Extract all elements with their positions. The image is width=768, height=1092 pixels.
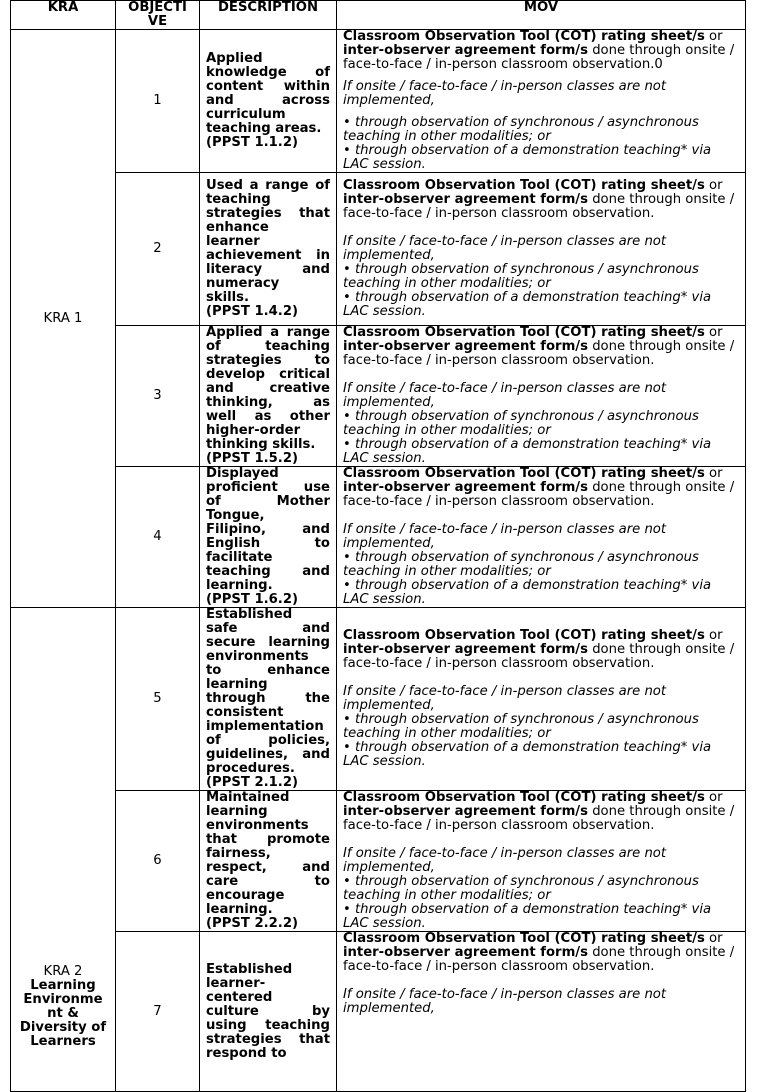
description-line: to enhance [206,663,330,678]
description-line: enhance [206,220,269,235]
mov-bullet-demonstration: • through observation of a demonstration teaching* via LAC session. [343,902,712,931]
description-cell [200,791,337,932]
mov-bullet-synchronous: • through observation of synchronous / asynchronous teaching in other modalities; or [343,550,699,579]
mov-bullet-synchronous: • through observation of synchronous / asynchronous teaching in other modalities; or [343,115,699,144]
kra-title-line: nt & [47,1006,79,1021]
mov-cot-sheet: Classroom Observation Tool (COT) rating sheet/s [343,931,705,946]
description-line: proficient use [206,480,330,495]
objective-number: 2 [116,173,200,326]
mov-agreement-form: inter-observer agreement form/s [343,642,588,657]
mov-if-text: If onsite / face-to-face / in-person classes are not implemented, [343,381,667,410]
mov-agreement-form: inter-observer agreement form/s [343,945,588,960]
description-line: thinking, as [206,395,330,410]
description-line: skills. [206,290,250,305]
description-line: English to [206,536,330,551]
header-mov: MOV [337,1,746,30]
description-line: facilitate [206,550,273,565]
description-line: curriculum [206,107,286,122]
description-cell [200,467,337,608]
mov-gap [343,671,739,685]
objective-number: 3 [116,326,200,467]
mov-onsite-text: done through onsite / face-to-face / in-person classroom observation. [343,642,735,671]
description-line: procedures. [206,761,295,776]
mov-or: or [709,325,723,340]
description-line: (PPST 1.1.2) [206,135,299,150]
description-line: learning [206,804,268,819]
mov-gap [343,833,739,847]
mov-bullet-synchronous: • through observation of synchronous / asynchronous teaching in other modalities; or [343,874,699,903]
description-line: Used a range of [206,178,330,193]
description-line: and across [206,93,330,108]
mov-agreement-form: inter-observer agreement form/s [343,339,588,354]
description-line: Applied a range [206,325,330,340]
objective-number: 5 [116,608,200,791]
description-cell [200,173,337,326]
mov-bullet-demonstration: • through observation of a demonstration teaching* via LAC session. [343,740,712,769]
description-line: Filipino, and [206,522,330,537]
mov-if-text: If onsite / face-to-face / in-person classes are not implemented, [343,234,667,263]
description-line: teaching and [206,564,330,579]
mov-gap [343,509,739,523]
kra-label: KRA 1 [43,310,83,326]
mov-if-text: If onsite / face-to-face / in-person classes are not implemented, [343,522,667,551]
description-line: learner [206,234,260,249]
mov-or: or [709,931,723,946]
mov-cell [337,932,746,1092]
mov-bullet-demonstration: • through observation of a demonstration teaching* via LAC session. [343,578,712,607]
description-line: of Mother [206,494,330,509]
description-line: encourage [206,888,285,903]
description-line: numeracy [206,276,280,291]
description-line: Tongue, [206,508,265,523]
table-row [11,932,746,1092]
description-line: fairness, [206,846,271,861]
description-line: literacy and [206,262,330,277]
kra-title-line: Diversity of [19,1020,107,1035]
mov-if-text: If onsite / face-to-face / in-person classes are not implemented, [343,987,667,1016]
mov-bullet-synchronous: • through observation of synchronous / asynchronous teaching in other modalities; or [343,409,699,438]
description-line: strategies to [206,353,330,368]
mov-requirement [343,932,739,974]
mov-requirement [343,467,739,509]
description-line: centered [206,989,273,1005]
table-row [11,467,746,608]
description-line: (PPST 1.4.2) [206,304,299,319]
description-line: strategies that [206,206,330,221]
table-row [11,173,746,326]
kra-table [10,0,746,1092]
mov-cell [337,30,746,173]
mov-onsite-text: done through onsite / face-to-face / in-person classroom observation. [343,339,735,368]
mov-onsite-text: done through onsite / face-to-face / in-person classroom observation.0 [343,43,735,72]
kra-title-line: Environme [23,992,103,1007]
mov-cell [337,608,746,791]
description-line: learner- [206,975,266,991]
description-line: secure learning [206,635,330,650]
description-line: implementation [206,719,324,734]
description-line: (PPST 2.2.2) [206,916,299,931]
description-line: learning [206,677,268,692]
mov-or: or [709,790,723,805]
description-line: guidelines, and [206,747,330,762]
description-line: teaching [206,192,271,207]
mov-or: or [709,29,723,44]
description-line: using teaching [206,1017,330,1033]
objective-number: 6 [116,791,200,932]
description-line: learning. [206,902,273,917]
mov-agreement-form: inter-observer agreement form/s [343,43,588,58]
header-row [11,1,746,30]
description-line: learning. [206,578,273,593]
mov-if-text: If onsite / face-to-face / in-person classes are not implemented, [343,846,667,875]
objective-number: 4 [116,467,200,608]
mov-gap [343,368,739,382]
description-line: strategies that [206,1031,330,1047]
mov-cot-sheet: Classroom Observation Tool (COT) rating sheet/s [343,628,705,643]
description-line: environments [206,818,309,833]
description-line: of teaching [206,339,330,354]
mov-bullet-demonstration: • through observation of a demonstration teaching* via LAC session. [343,437,712,466]
mov-agreement-form: inter-observer agreement form/s [343,480,588,495]
table-row [11,791,746,932]
description-line: Maintained [206,790,290,805]
description-line: safe and [206,621,330,636]
description-line: well as other [206,409,330,424]
description-line: (PPST 1.6.2) [206,592,299,607]
description-line: care to [206,874,330,889]
description-line: and creative [206,381,330,396]
description-cell [200,30,337,173]
mov-onsite-text: done through onsite / face-to-face / in-person classroom observation. [343,192,735,221]
description-line: higher-order [206,423,301,438]
mov-or: or [709,628,723,643]
kra-cell [11,30,116,608]
description-line: of policies, [206,733,330,748]
kra-title-line: Learners [30,1034,96,1049]
objective-number: 1 [116,30,200,173]
description-line: develop critical [206,367,330,382]
mov-requirement [343,791,739,833]
mov-onsite-text: done through onsite / face-to-face / in-person classroom observation. [343,480,735,509]
mov-bullet-demonstration: • through observation of a demonstration teaching* via LAC session. [343,143,712,172]
mov-requirement [343,179,739,221]
mov-cell [337,326,746,467]
kra-title-line: Learning [30,978,96,993]
mov-gap [343,974,739,988]
mov-if-text: If onsite / face-to-face / in-person classes are not implemented, [343,684,667,713]
mov-agreement-form: inter-observer agreement form/s [343,804,588,819]
description-line: Displayed [206,466,279,481]
mov-or: or [709,466,723,481]
description-line: Established [206,607,293,622]
mov-requirement [343,30,739,72]
description-line: achievement in [206,248,330,263]
description-line: Applied [206,51,263,66]
header-objective [116,1,200,30]
mov-bullet-synchronous: • through observation of synchronous / asynchronous teaching in other modalities; or [343,262,699,291]
description-line: teaching areas. [206,121,322,136]
mov-gap [343,221,739,235]
description-line: that promote [206,832,330,847]
header-kra: KRA [11,1,116,30]
description-line: respect, and [206,860,330,875]
mov-cot-sheet: Classroom Observation Tool (COT) rating sheet/s [343,178,705,193]
description-line: culture by [206,1003,330,1019]
header-objective-line2: VE [147,14,168,29]
mov-agreement-form: inter-observer agreement form/s [343,192,588,207]
mov-cot-sheet: Classroom Observation Tool (COT) rating sheet/s [343,325,705,340]
mov-onsite-text: done through onsite / face-to-face / in-person classroom observation. [343,804,735,833]
table-row [11,326,746,467]
description-line: Established [206,961,293,977]
mov-cot-sheet: Classroom Observation Tool (COT) rating sheet/s [343,466,705,481]
description-cell [200,326,337,467]
description-line: environments [206,649,309,664]
description-cell [200,608,337,791]
kra-label: KRA 2 [43,964,83,979]
table-body [11,30,746,1092]
mov-cot-sheet: Classroom Observation Tool (COT) rating sheet/s [343,790,705,805]
objective-number: 7 [116,932,200,1092]
mov-cell [337,173,746,326]
mov-requirement [343,629,739,671]
mov-cell [337,791,746,932]
mov-onsite-text: done through onsite / face-to-face / in-person classroom observation. [343,945,735,974]
table-row [11,608,746,791]
kra-cell [11,608,116,1092]
mov-if-text: If onsite / face-to-face / in-person classes are not implemented, [343,79,667,108]
description-cell [200,932,337,1092]
description-line: (PPST 2.1.2) [206,775,299,790]
table-row [11,30,746,173]
mov-cot-sheet: Classroom Observation Tool (COT) rating sheet/s [343,29,705,44]
mov-requirement [343,326,739,368]
description-line: thinking skills. [206,437,316,452]
mov-or: or [709,178,723,193]
description-line: content within [206,79,330,94]
mov-cell [337,467,746,608]
description-line: respond to [206,1045,287,1061]
description-line: through the [206,691,330,706]
mov-bullet-demonstration: • through observation of a demonstration teaching* via LAC session. [343,290,712,319]
description-line: consistent [206,705,284,720]
description-line: knowledge of [206,65,330,80]
header-description: DESCRIPTION [200,1,337,30]
description-line: (PPST 1.5.2) [206,451,299,466]
header-objective-line1: OBJECTI [128,0,187,15]
mov-bullet-synchronous: • through observation of synchronous / asynchronous teaching in other modalities; or [343,712,699,741]
